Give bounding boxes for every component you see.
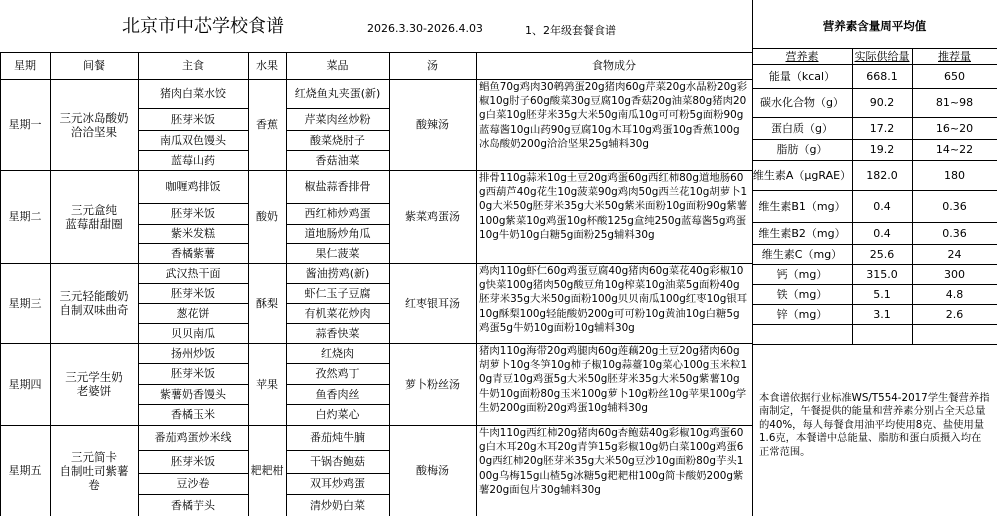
- day-label: 星期二: [8, 210, 42, 223]
- recommended-amount: 24: [947, 247, 962, 261]
- snack-cell: 三元学生奶 老婆饼: [65, 370, 123, 398]
- staple-item: 葱花饼: [176, 306, 210, 320]
- snack-cell: 三元冰岛酸奶 洽洽坚果: [59, 110, 129, 139]
- actual-supply: 5.1: [873, 287, 891, 301]
- nutrition-header: 推荐量: [938, 49, 971, 63]
- fruit-cell: 酸奶: [256, 210, 278, 223]
- dish-item: 鱼香肉丝: [315, 387, 360, 401]
- soup-cell: 酸梅汤: [416, 464, 449, 477]
- staple-item: 紫米发糕: [171, 227, 215, 240]
- soup-cell: 紫菜鸡蛋汤: [405, 210, 460, 223]
- dish-item: 果仁菠菜: [315, 246, 360, 260]
- snack-cell: 三元简卡 自制吐司紫薯 卷: [59, 449, 129, 492]
- fruit-cell: 香蕉: [256, 118, 278, 131]
- column-header: 食物成分: [592, 59, 636, 72]
- nutrient-name: 钙（mg）: [776, 267, 828, 281]
- page-title: 北京市中芯学校食谱: [122, 16, 284, 37]
- nutrient-name: 锌（mg）: [776, 307, 828, 321]
- dish-item: 番茄炖牛腩: [310, 431, 365, 444]
- recommended-amount: 650: [944, 69, 965, 83]
- staple-item: 胚芽米饭: [171, 367, 215, 380]
- dish-item: 椒盐蒜香排骨: [304, 180, 371, 193]
- actual-supply: 17.2: [869, 121, 895, 135]
- nutrient-name: 维生素A（μgRAE）: [752, 168, 852, 182]
- staple-item: 贝贝南瓜: [171, 326, 215, 340]
- staple-item: 紫薯奶香馒头: [160, 387, 226, 401]
- recommended-amount: 180: [944, 168, 965, 182]
- nutrient-name: 能量（kcal）: [768, 69, 836, 83]
- staple-item: 蓝莓山药: [171, 153, 215, 167]
- dish-item: 虾仁玉子豆腐: [304, 286, 371, 300]
- column-header: 水果: [256, 59, 278, 72]
- nutrient-name: 脂肪（g）: [776, 143, 828, 156]
- dish-item: 酱油捞鸡(新): [305, 266, 370, 280]
- dish-item: 道地肠炒角瓜: [304, 227, 371, 240]
- column-header: 菜品: [326, 59, 349, 72]
- nutrient-name: 铁（mg）: [776, 287, 828, 301]
- dish-item: 双耳炒鸡蛋: [310, 477, 365, 490]
- fruit-cell: 耙耙柑: [250, 464, 284, 477]
- ingredients-cell: 鲳鱼70g鸡肉30鹌鹑蛋20g猪肉60g芹菜20g水晶粉20g彩椒10g肘子60g酸菜30g豆腐10g香菇20g油菜80g猪肉20g白菜10g胚芽米35g大米50g南瓜10g可可粉5g面粉90g蓝莓酱10g山药90g豆腐10g木耳10g鸡蛋10g香蕉100g冰岛酸奶200g洽洽坚果25g辅料30g: [479, 81, 748, 150]
- day-label: 星期四: [8, 377, 42, 391]
- nutrient-name: 维生素B1（mg）: [758, 199, 846, 213]
- dish-item: 有机菜花炒肉: [304, 306, 371, 320]
- ingredients-cell: 牛肉110g西红柿20g猪肉60g杏鲍菇40g彩椒10g鸡蛋60g白木耳20g木耳20g青笋15g彩椒10g奶白菜100g鸡蛋60g西红柿20g胚芽米35g大米50g豆沙10g面粉80g芋头100g乌梅15g山楂5g冰糖5g耙耙柑100g简卡酸奶200g紫薯20g面包片30g辅料30g: [479, 427, 744, 496]
- column-header: 间餐: [83, 59, 105, 72]
- soup-cell: 红枣银耳汤: [405, 296, 460, 310]
- dish-item: 干锅杏鲍菇: [310, 455, 365, 468]
- actual-supply: 3.1: [873, 307, 891, 321]
- staple-item: 咖喱鸡排饭: [165, 180, 221, 193]
- column-header: 汤: [427, 59, 438, 72]
- day-label: 星期五: [8, 464, 42, 477]
- dish-item: 白灼菜心: [315, 408, 360, 421]
- staple-item: 胚芽米饭: [171, 207, 215, 220]
- day-label: 星期三: [8, 296, 42, 310]
- actual-supply: 0.4: [873, 199, 891, 213]
- staple-item: 番茄鸡蛋炒米线: [154, 431, 232, 444]
- staple-item: 胚芽米饭: [171, 112, 215, 126]
- staple-item: 香橘玉米: [171, 408, 215, 421]
- staple-item: 豆沙卷: [176, 477, 210, 490]
- recommended-amount: 16~20: [935, 121, 974, 135]
- recommended-amount: 300: [944, 267, 965, 281]
- actual-supply: 315.0: [866, 267, 898, 281]
- staple-item: 扬州炒饭: [171, 346, 215, 360]
- day-label: 星期一: [8, 118, 42, 131]
- nutrient-name: 维生素C（mg）: [761, 247, 843, 261]
- recommended-amount: 2.6: [945, 307, 964, 321]
- nutrition-header: 实际供给量: [854, 49, 910, 63]
- staple-item: 武汉热干面: [165, 266, 221, 280]
- actual-supply: 19.2: [869, 143, 895, 156]
- staple-item: 胚芽米饭: [171, 286, 215, 300]
- actual-supply: 668.1: [866, 69, 898, 83]
- nutrition-note: 本食谱依据行业标准WS/T554-2017学生餐营养指南制定，午餐提供的能量和营养素分别占全天总量的40%，每人每餐食用油平均使用8克、盐使用量1.6克，本餐谱中总能量、脂肪和蛋白质摄入均在正常范围。: [759, 392, 990, 458]
- dish-item: 清炒奶白菜: [310, 498, 365, 512]
- actual-supply: 182.0: [866, 168, 898, 182]
- staple-item: 猪肉白菜水饺: [160, 87, 226, 100]
- fruit-cell: 酥梨: [256, 296, 278, 310]
- dish-item: 红烧肉: [321, 346, 354, 360]
- recommended-amount: 4.8: [945, 287, 964, 301]
- meal-type: 1、2年级套餐食谱: [525, 24, 616, 37]
- dish-item: 芹菜肉丝炒粉: [304, 112, 371, 126]
- nutrient-name: 维生素B2（mg）: [758, 226, 846, 240]
- recommended-amount: 0.36: [942, 226, 967, 240]
- staple-item: 南瓜双色馒头: [160, 133, 226, 147]
- recommended-amount: 14~22: [935, 143, 974, 156]
- actual-supply: 90.2: [869, 96, 895, 109]
- soup-cell: 萝卜粉丝汤: [405, 377, 460, 391]
- column-header: 主食: [182, 59, 204, 72]
- ingredients-cell: 鸡肉110g虾仁60g鸡蛋豆腐40g猪肉60g菜花40g彩椒10g快菜100g猪肉50g酸豆角10g榨菜10g油菜5g面粉40g胚芽米35g大米50g面粉100g贝贝南瓜100g红枣10g银耳10g酥梨100g轻能酸奶200g可可粉10g黄油10g白糖5g鸡蛋5g牛奶10g面粉10g辅料30g: [479, 265, 748, 334]
- soup-cell: 酸辣汤: [416, 118, 449, 131]
- dish-item: 酸菜烧肘子: [310, 133, 365, 147]
- nutrient-name: 蛋白质（g）: [771, 121, 833, 135]
- dish-item: 西红柿炒鸡蛋: [304, 207, 371, 220]
- snack-cell: 三元轻能酸奶 自制双味曲奇: [59, 289, 129, 317]
- nutrition-title: 营养素含量周平均值: [822, 18, 927, 33]
- dish-item: 孜然鸡丁: [315, 367, 360, 380]
- staple-item: 香橘芋头: [171, 498, 215, 512]
- nutrition-header: 营养素: [785, 49, 819, 63]
- staple-item: 香橘紫薯: [171, 246, 215, 260]
- dish-item: 蒜香快菜: [315, 326, 360, 340]
- snack-cell: 三元盒纯 蓝莓甜甜圈: [65, 202, 123, 231]
- dish-item: 香菇油菜: [315, 153, 360, 167]
- actual-supply: 0.4: [873, 226, 891, 240]
- date-range: 2026.3.30-2026.4.03: [367, 22, 483, 35]
- nutrient-name: 碳水化合物（g）: [760, 96, 844, 109]
- fruit-cell: 苹果: [256, 377, 278, 391]
- actual-supply: 25.6: [869, 247, 895, 261]
- recommended-amount: 81~98: [935, 96, 974, 109]
- staple-item: 胚芽米饭: [171, 455, 215, 468]
- ingredients-cell: 排骨110g蒜米10g土豆20g鸡蛋60g西红柿80g道地肠60g西葫芦40g花生10g菠菜90g鸡肉50g西兰花10g胡萝卜10g大米50g胚芽米35g大米50g紫米面粉10g面粉90g紫薯100g紫菜10g鸡蛋10g杯酸125g盒纯250g蓝莓酱5g鸡蛋10g牛奶10g白糖5g面粉25g辅料30g: [479, 172, 748, 241]
- dish-item: 红烧鱼丸夹蛋(新): [294, 87, 381, 100]
- column-header: 星期: [14, 59, 36, 72]
- ingredients-cell: 猪肉110g海带20g鸡腿肉60g莲藕20g土豆20g猪肉60g胡萝卜10g冬笋10g柿子椒10g蒜薹10g菜心100g玉米粒10g青豆10g鸡蛋5g大米50g胚芽米35g大米50g紫薯10g牛奶10g面粉80g玉米100g萝卜10g粉丝10g苹果100g学生奶200g面粉20g鸡蛋10g辅料30g: [479, 345, 748, 414]
- recommended-amount: 0.36: [942, 199, 967, 213]
